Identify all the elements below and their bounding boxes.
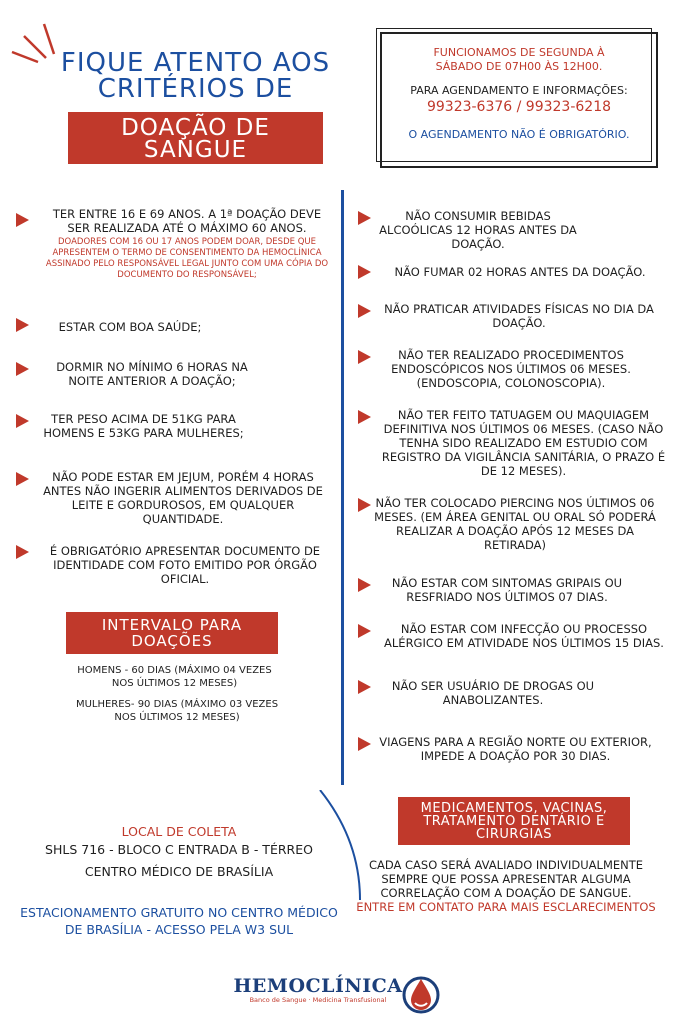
left-item-health: ESTAR COM BOA SAÚDE; — [58, 320, 202, 334]
right-item-drugs: NÃO SER USUÁRIO DE DROGAS OU ANABOLIZANTES. — [391, 679, 595, 707]
arrow-bullet-icon — [358, 211, 371, 225]
location-label: LOCAL DE COLETA — [121, 824, 237, 839]
left-item-fasting: NÃO PODE ESTAR EM JEJUM, PORÉM 4 HORAS ANTES NÃO INGERIR ALIMENTOS DERIVADOS DE LEITE E GORDUROSOS, EM QUALQUER QUANTIDADE. — [43, 470, 323, 526]
location-block — [24, 823, 334, 881]
phone-numbers: 99323-6376 / 99323-6218 — [426, 99, 612, 115]
column-divider — [341, 190, 344, 785]
right-item-travel: VIAGENS PARA A REGIÃO NORTE OU EXTERIOR, IMPEDE A DOAÇÃO POR 30 DIAS. — [379, 735, 652, 763]
left-item-age-note: DOADORES COM 16 OU 17 ANOS PODEM DOAR, DESDE QUE APRESENTEM O TERMO DE CONSENTIMENTO DA HEMOCLÍNICA ASSINADO PELO RESPONSÁVEL LEGAL JUNTO COM UMA CÓPIA DO DOCUMENTO DO RESPONSÁVEL; — [45, 237, 329, 280]
right-item-infection: NÃO ESTAR COM INFECÇÃO OU PROCESSO ALÉRGICO EM ATIVIDADE NOS ÚLTIMOS 15 DIAS. — [384, 622, 664, 650]
arrow-bullet-icon — [358, 680, 371, 694]
location-address: SHLS 716 - BLOCO C ENTRADA B - TÉRREO — [45, 842, 313, 857]
right-item-smoking: NÃO FUMAR 02 HORAS ANTES DA DOAÇÃO. — [394, 265, 646, 279]
medications-text: CADA CASO SERÁ AVALIADO INDIVIDUALMENTE SEMPRE QUE POSSA APRESENTAR ALGUMA CORRELAÇÃO COM A DOAÇÃO DE SANGUE. — [368, 858, 644, 900]
title-highlight-box: DOAÇÃO DE SANGUE — [68, 112, 323, 164]
arrow-bullet-icon — [358, 737, 371, 751]
medications-info — [356, 858, 656, 914]
right-item-piercing: NÃO TER COLOCADO PIERCING NOS ÚLTIMOS 06 MESES. (EM ÁREA GENITAL OU ORAL SÓ PODERÁ REALIZAR A DOAÇÃO APÓS 12 MESES DA RETIRADA) — [374, 496, 656, 552]
curve-decoration — [300, 790, 380, 910]
arrow-bullet-icon — [358, 410, 371, 424]
arrow-bullet-icon — [16, 213, 29, 227]
arrow-bullet-icon — [16, 318, 29, 332]
interval-women: MULHERES- 90 DIAS (MÁXIMO 03 VEZES NOS ÚLTIMOS 12 MESES) — [75, 699, 279, 723]
parking-info: ESTACIONAMENTO GRATUITO NO CENTRO MÉDICO DE BRASÍLIA - ACESSO PELA W3 SUL — [20, 905, 338, 937]
medications-title-box: MEDICAMENTOS, VACINAS, TRATAMENTO DENTÁRIO E CIRURGIAS — [398, 797, 630, 845]
contact-label: PARA AGENDAMENTO E INFORMAÇÕES: — [410, 84, 628, 97]
location-building: CENTRO MÉDICO DE BRASÍLIA — [84, 864, 274, 879]
right-item-flu: NÃO ESTAR COM SINTOMAS GRIPAIS OU RESFRIADO NOS ÚLTIMOS 07 DIAS. — [391, 576, 623, 604]
arrow-bullet-icon — [16, 414, 29, 428]
right-item-exercise: NÃO PRATICAR ATIVIDADES FÍSICAS NO DIA DA DOAÇÃO. — [384, 302, 654, 330]
logo-tagline: Banco de Sangue · Medicina Transfusional — [249, 996, 387, 1004]
arrow-bullet-icon — [16, 362, 29, 376]
medications-contact: ENTRE EM CONTATO PARA MAIS ESCLARECIMENTOS — [356, 900, 656, 914]
arrow-bullet-icon — [358, 304, 371, 318]
right-item-tattoo: NÃO TER FEITO TATUAGEM OU MAQUIAGEM DEFINITIVA NOS ÚLTIMOS 06 MESES. (CASO NÃO TENHA SIDO REALIZADO EM ESTUDIO COM REGISTRO DA VIGILÂNCIA SANITÁRIA, O PRAZO É DE 12 MESES). — [381, 408, 666, 478]
arrow-bullet-icon — [358, 265, 371, 279]
right-item-alcohol: NÃO CONSUMIR BEBIDAS ALCOÓLICAS 12 HORAS ANTES DA DOAÇÃO. — [379, 209, 577, 251]
right-item-endoscopy: NÃO TER REALIZADO PROCEDIMENTOS ENDOSCÓPICOS NOS ÚLTIMOS 06 MESES. (ENDOSCOPIA, COLONOSCOPIA). — [391, 348, 631, 390]
interval-men: HOMENS - 60 DIAS (MÁXIMO 04 VEZES NOS ÚLTIMOS 12 MESES) — [77, 665, 272, 689]
left-item-age — [42, 207, 332, 281]
logo-name: HEMOCLÍNICA — [233, 975, 403, 997]
page-title: FIQUE ATENTO AOS CRITÉRIOS DE — [60, 48, 331, 104]
arrow-bullet-icon — [358, 624, 371, 638]
interval-title-box: INTERVALO PARA DOAÇÕES — [66, 612, 278, 654]
arrow-bullet-icon — [358, 578, 371, 592]
logo — [233, 976, 403, 1005]
blood-drop-logo-icon — [401, 971, 441, 1015]
left-item-sleep: DORMIR NO MÍNIMO 6 HORAS NA NOITE ANTERIOR A DOAÇÃO; — [56, 360, 248, 388]
left-item-weight: TER PESO ACIMA DE 51KG PARA HOMENS E 53KG PARA MULHERES; — [43, 412, 244, 440]
arrow-bullet-icon — [16, 545, 29, 559]
arrow-bullet-icon — [358, 350, 371, 364]
left-item-document: É OBRIGATÓRIO APRESENTAR DOCUMENTO DE IDENTIDADE COM FOTO EMITIDO POR ÓRGÃO OFICIAL. — [49, 544, 321, 586]
hours-box — [380, 32, 658, 168]
arrow-bullet-icon — [16, 472, 29, 486]
left-item-age-text: TER ENTRE 16 E 69 ANOS. A 1ª DOAÇÃO DEVE SER REALIZADA ATÉ O MÁXIMO 60 ANOS. — [52, 207, 322, 235]
schedule-text: FUNCIONAMOS DE SEGUNDA À SÁBADO DE 07H00 ÀS 12H00. — [433, 46, 605, 73]
scheduling-notice: O AGENDAMENTO NÃO É OBRIGATÓRIO. — [408, 128, 630, 141]
